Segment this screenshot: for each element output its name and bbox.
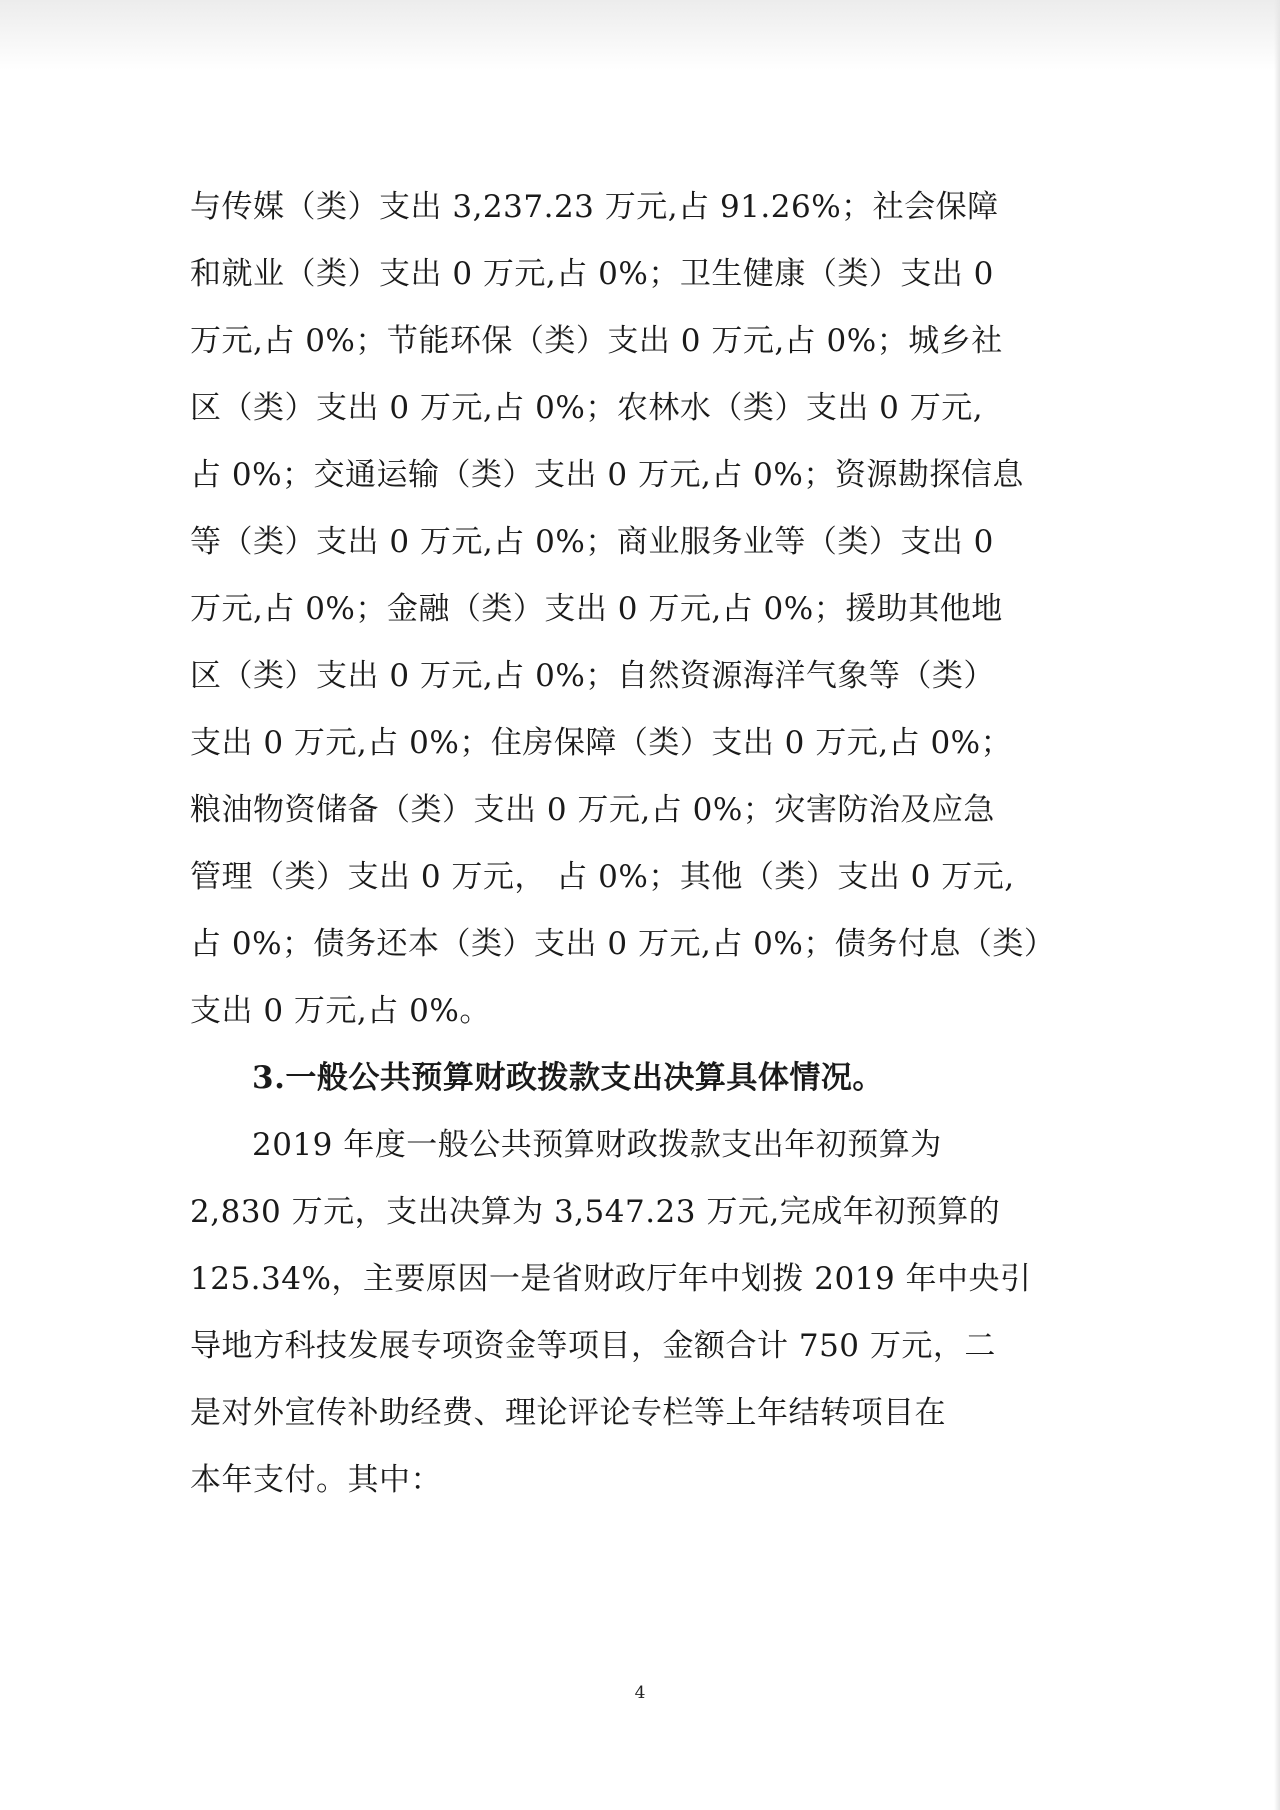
text-line: 粮油物资储备（类）支出 0 万元,占 0%；灾害防治及应急 (190, 792, 995, 828)
text-line: 占 0%；债务还本（类）支出 0 万元,占 0%；债务付息（类） (190, 926, 1056, 962)
text-line: 支出 0 万元,占 0%；住房保障（类）支出 0 万元,占 0%； (190, 725, 1013, 761)
text-line: 与传媒（类）支出 3,237.23 万元,占 91.26%；社会保障 (190, 189, 999, 225)
page-number: 4 (634, 1683, 646, 1703)
paragraph-line: 2019 年度一般公共预算财政拨款支出年初预算为 (252, 1127, 942, 1163)
section-heading: 3.一般公共预算财政拨款支出决算具体情况。 (252, 1060, 884, 1096)
paragraph-line: 是对外宣传补助经费、理论评论专栏等上年结转项目在 (190, 1395, 946, 1431)
paragraph-line: 本年支付。其中： (190, 1462, 442, 1498)
text-line: 等（类）支出 0 万元,占 0%；商业服务业等（类）支出 0 (190, 524, 994, 560)
text-line: 区（类）支出 0 万元,占 0%；农林水（类）支出 0 万元, (190, 390, 984, 426)
text-line: 占 0%；交通运输（类）支出 0 万元,占 0%；资源勘探信息 (190, 457, 1024, 493)
text-line: 万元,占 0%；节能环保（类）支出 0 万元,占 0%；城乡社 (190, 323, 1003, 359)
text-line: 支出 0 万元,占 0%。 (190, 993, 491, 1029)
document-body (190, 189, 1056, 1530)
paragraph-line: 125.34%，主要原因一是省财政厅年中划拨 2019 年中央引 (190, 1261, 1032, 1297)
paragraph-line: 导地方科技发展专项资金等项目，金额合计 750 万元，二 (190, 1328, 996, 1364)
text-line: 管理（类）支出 0 万元， 占 0%；其他（类）支出 0 万元, (190, 859, 1015, 895)
text-line: 区（类）支出 0 万元,占 0%；自然资源海洋气象等（类） (190, 658, 995, 694)
text-line: 和就业（类）支出 0 万元,占 0%；卫生健康（类）支出 0 (190, 256, 994, 292)
scan-shadow (0, 0, 1280, 70)
scan-edge (1274, 0, 1280, 1810)
paragraph-line: 2,830 万元，支出决算为 3,547.23 万元,完成年初预算的 (190, 1194, 1001, 1230)
text-line: 万元,占 0%；金融（类）支出 0 万元,占 0%；援助其他地 (190, 591, 1003, 627)
